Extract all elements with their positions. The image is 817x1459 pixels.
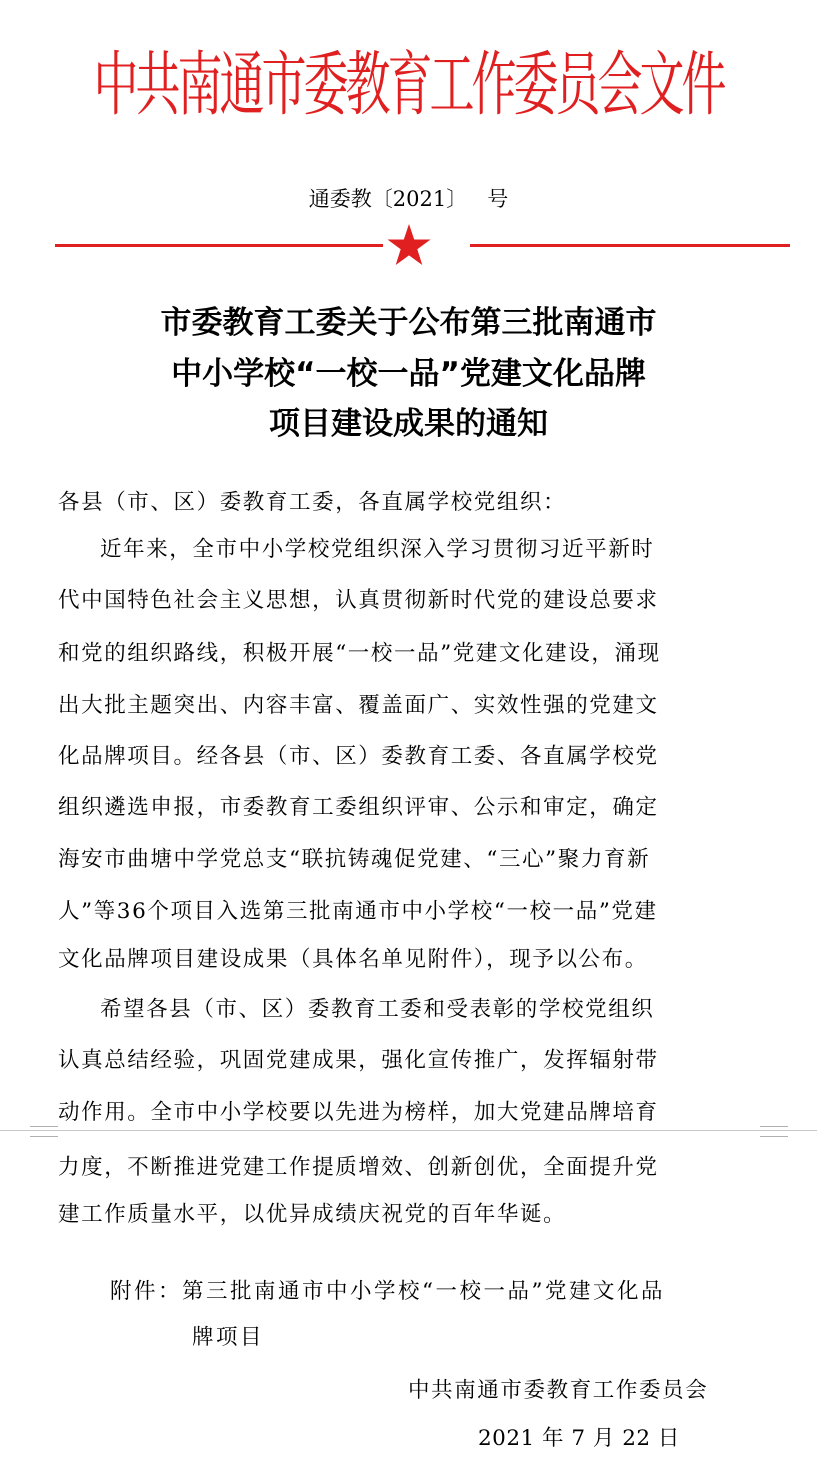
body-line-14: 建工作质量水平，以优异成绩庆祝党的百年华诞。 <box>58 1202 567 1227</box>
body-line-11: 认真总结经验，巩固党建成果，强化宣传推广，发挥辐射带 <box>58 1048 659 1073</box>
attachment-line-2: 牌项目 <box>192 1325 265 1350</box>
document-header-title: 中共南通市委教育工作委员会文件 <box>93 43 724 126</box>
red-star-icon <box>386 222 432 268</box>
body-line-9: 文化品牌项目建设成果（具体名单见附件），现予以公布。 <box>58 947 648 972</box>
body-line-8: 人”等36个项目入选第三批南通市中小学校“一校一品”党建 <box>58 899 658 924</box>
page-break <box>0 1126 817 1148</box>
page-break-mark-right <box>760 1126 788 1137</box>
body-line-13: 力度，不断推进党建工作提质增效、创新创优，全面提升党 <box>58 1155 659 1180</box>
body-line-3: 和党的组织路线，积极开展“一校一品”党建文化建设，涌现 <box>58 641 661 666</box>
document-number: 通委教〔2021〕 号 <box>308 187 509 211</box>
signature-date: 2021 年 7 月 22 日 <box>478 1426 680 1451</box>
salutation: 各县（市、区）委教育工委，各直属学校党组织： <box>58 490 567 515</box>
page-break-rule <box>0 1130 817 1131</box>
header-divider-left <box>55 244 383 247</box>
page-break-mark-left <box>30 1126 58 1137</box>
body-line-1: 近年来，全市中小学校党组织深入学习贯彻习近平新时 <box>100 537 655 562</box>
signature-organization: 中共南通市委教育工作委员会 <box>408 1378 709 1403</box>
body-line-2: 代中国特色社会主义思想，认真贯彻新时代党的建设总要求 <box>58 588 659 613</box>
body-line-4: 出大批主题突出、内容丰富、覆盖面广、实效性强的党建文 <box>58 693 659 718</box>
notice-title-line-2: 中小学校“一校一品”党建文化品牌 <box>171 356 646 392</box>
notice-title-line-1: 市委教育工委关于公布第三批南通市 <box>160 305 657 341</box>
attachment-line-1: 附件：第三批南通市中小学校“一校一品”党建文化品 <box>110 1279 665 1304</box>
notice-title-line-3: 项目建设成果的通知 <box>269 406 548 442</box>
body-line-5: 化品牌项目。经各县（市、区）委教育工委、各直属学校党 <box>58 744 659 769</box>
body-line-7: 海安市曲塘中学党总支“联抗铸魂促党建、“三心”聚力育新 <box>58 847 651 872</box>
body-line-10: 希望各县（市、区）委教育工委和受表彰的学校党组织 <box>100 997 655 1022</box>
body-line-6: 组织遴选申报，市委教育工委组织评审、公示和审定，确定 <box>58 795 659 820</box>
header-divider-right <box>470 244 790 247</box>
body-line-12: 动作用。全市中小学校要以先进为榜样，加大党建品牌培育 <box>58 1100 659 1125</box>
